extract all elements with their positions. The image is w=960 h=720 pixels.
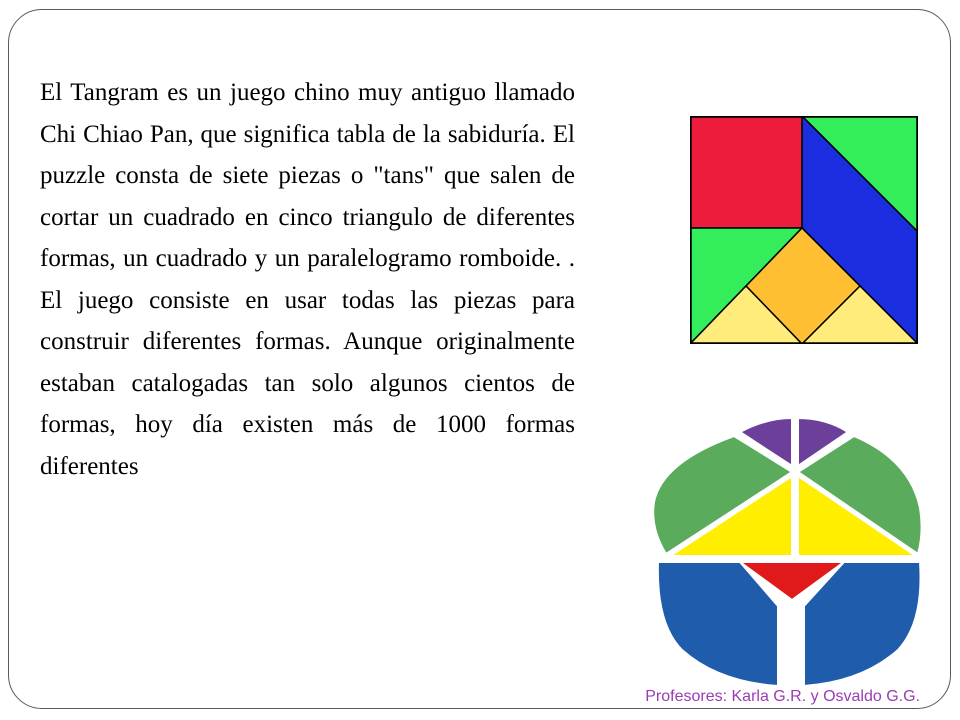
egg-blue-right-piece — [804, 562, 921, 686]
tangram-square-icon — [690, 116, 918, 344]
egg-blue-left-piece — [658, 562, 778, 686]
egg-blue-center-stem — [782, 602, 800, 686]
footer-credits: Profesores: Karla G.R. y Osvaldo G.G. — [645, 688, 920, 705]
egg-tangram-icon — [648, 410, 926, 690]
tan-red-square — [690, 116, 802, 228]
body-paragraph: El Tangram es un juego chino muy antiguo llamado Chi Chiao Pan, que significa tabla de la sabiduría. El puzzle consta de siete piezas o "tans" que salen de cortar un cuadrado en cinco triangulo de diferentes formas, un cuadrado y un paralelogramo romboide. . El juego consiste en usar todas las piezas para construir diferentes formas. Aunque originalmente estaban catalogadas tan solo algunos cientos de formas, hoy día existen más de 1000 formas diferentes — [40, 79, 575, 480]
